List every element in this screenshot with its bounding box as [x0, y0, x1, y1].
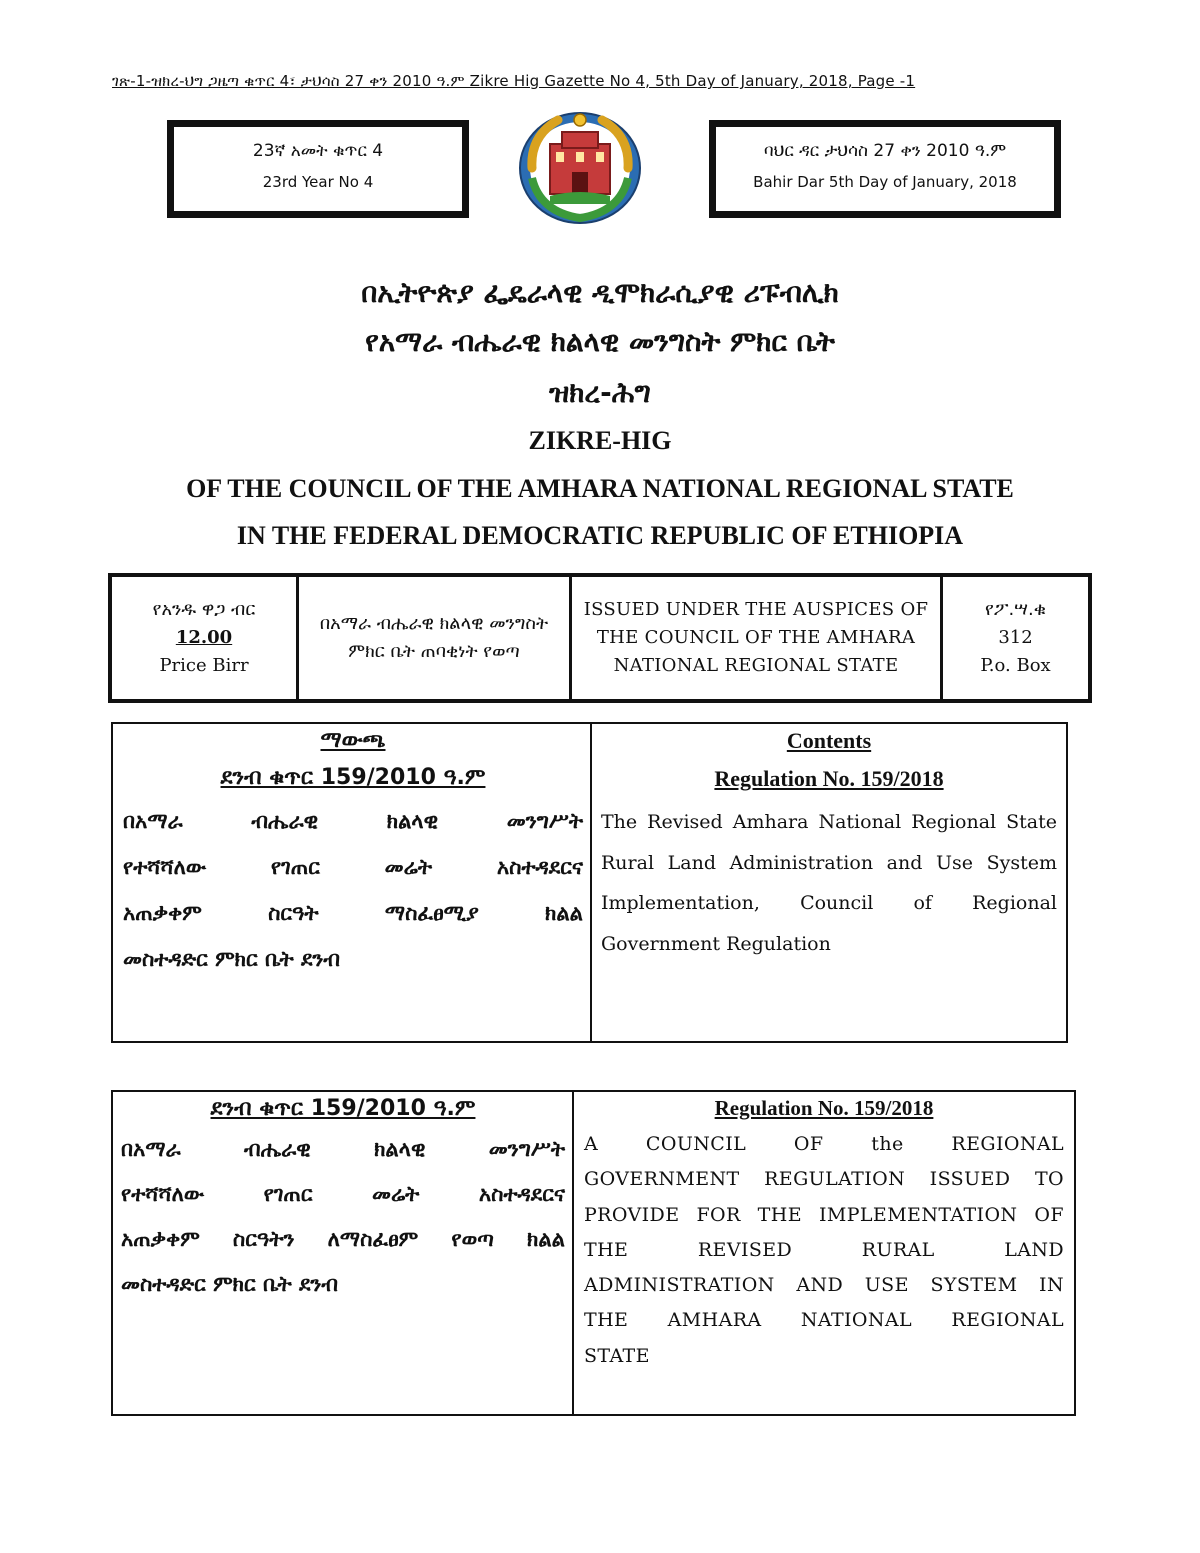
regulation-english-line: PROVIDE FOR THE IMPLEMENTATION OF: [584, 1203, 1064, 1226]
date-amharic: ባህር ዳር ታህሳስ 27 ቀን 2010 ዓ.ም: [763, 141, 1007, 161]
issue-number-amharic: 23ኛ አመት ቁጥር 4: [252, 141, 384, 161]
masthead-line3-amharic: ዝክረ-ሕግ: [549, 376, 651, 409]
contents-amharic-line: አጠቃቀም ስርዓት ማስፈፀሚያ ክልል: [123, 901, 583, 925]
contents-english-line: The Revised Amhara National Regional State: [601, 811, 1057, 833]
auspices-english-cell: [571, 575, 942, 701]
price-value: 12.00: [175, 627, 233, 648]
contents-amharic-line: የተሻሻለው የገጠር መሬት አስተዳደርና: [123, 855, 583, 879]
issue-number-english: 23rd Year No 4: [262, 173, 374, 191]
masthead-republic-english: IN THE FEDERAL DEMOCRATIC REPUBLIC OF ETHIOPIA: [236, 521, 964, 550]
regulation-panel: [111, 1090, 1076, 1416]
contents-amharic-line: በአማራ ብሔራዊ ክልላዊ መንግሥት: [123, 809, 583, 833]
regulation-amharic-line: የተሻሻለው የገጠር መሬት አስተዳደርና: [121, 1182, 565, 1206]
contents-regulation-english: Regulation No. 159/2018: [714, 766, 944, 791]
contents-english-column: [601, 728, 1057, 964]
contents-amharic-line: መስተዳድር ምክር ቤት ደንብ: [123, 947, 341, 971]
masthead-line2-amharic: የአማራ ብሔራዊ ክልላዊ መንግስት ምክር ቤት: [365, 325, 835, 358]
regulation-heading-amharic: ደንብ ቁጥር 159/2010 ዓ.ም: [210, 1096, 476, 1121]
pobox-label-amharic: የፖ.ሣ.ቁ: [985, 599, 1046, 620]
auspices-amharic-cell: [298, 575, 571, 701]
contents-heading-english: Contents: [786, 728, 872, 753]
pobox-label-english: P.o. Box: [980, 655, 1051, 676]
regulation-english-line: ADMINISTRATION AND USE SYSTEM IN: [584, 1274, 1064, 1297]
gazette-info-table: [108, 573, 1092, 703]
regulation-amharic-line: መስተዳድር ምክር ቤት ደንብ: [121, 1272, 339, 1296]
auspices-english: ISSUED UNDER THE AUSPICES OF THE COUNCIL OF THE AMHARA NATIONAL REGIONAL STATE: [583, 599, 929, 676]
contents-divider: [590, 724, 592, 1041]
contents-english-line: Rural Land Administration and Use System: [601, 851, 1057, 874]
regulation-divider: [572, 1092, 574, 1414]
regulation-amharic-line: በአማራ ብሔራዊ ክልላዊ መንግሥት: [121, 1137, 565, 1161]
regulation-amharic-line: አጠቃቀም ስርዓትን ለማስፈፀም የወጣ ክልል: [121, 1227, 565, 1251]
regulation-english-line: A COUNCIL OF the REGIONAL: [584, 1133, 1064, 1155]
issue-number-box: [167, 120, 469, 218]
date-english: Bahir Dar 5th Day of January, 2018: [753, 173, 1017, 191]
contents-panel: [111, 722, 1068, 1043]
regulation-title-english: [584, 1127, 1064, 1374]
regulation-heading-english: Regulation No. 159/2018: [714, 1096, 934, 1120]
price-label-english: Price Birr: [159, 655, 249, 676]
regulation-english-line: THE REVISED RURAL LAND: [584, 1238, 1064, 1261]
regulation-english-line: THE AMHARA NATIONAL REGIONAL: [584, 1309, 1064, 1332]
price-cell: [110, 575, 298, 701]
pobox-cell: [942, 575, 1091, 701]
contents-english-line: Government Regulation: [601, 932, 831, 955]
price-label-amharic: የአንዱ ዋጋ ብር: [152, 599, 256, 620]
regulation-english-column: [584, 1096, 1064, 1374]
regulation-title-amharic: [121, 1127, 565, 1307]
masthead-line1-amharic: በኢትዮጵያ ፌዴራላዊ ዲሞክራሲያዊ ሪፑብሊክ: [361, 276, 839, 309]
regulation-english-line: STATE: [584, 1344, 650, 1367]
amhara-emblem: [510, 108, 650, 226]
masthead-council-english: OF THE COUNCIL OF THE AMHARA NATIONAL REGIONAL STATE: [186, 474, 1014, 503]
contents-title-english: [601, 802, 1057, 964]
pobox-number: 312: [998, 627, 1033, 648]
regulation-english-line: GOVERNMENT REGULATION ISSUED TO: [584, 1168, 1064, 1191]
date-box: [709, 120, 1061, 218]
regulation-amharic-column: [121, 1096, 565, 1307]
contents-heading-amharic: ማውጫ: [320, 728, 386, 753]
contents-english-line: Implementation, Council of Regional: [601, 892, 1057, 914]
auspices-amharic: በአማራ ብሔራዊ ክልላዊ መንግስት ምክር ቤት ጠባቂነት የወጣ: [319, 613, 549, 662]
running-header: ገጽ-1-ዝክረ-ህግ ጋዜጣ ቁጥር 4፣ ታህሳስ 27 ቀን 2010 ዓ.ም Zikre Hig Gazette No 4, 5th Day of January, 2018, Page -1: [112, 72, 916, 90]
contents-title-amharic: [123, 798, 583, 982]
masthead-title-english: ZIKRE-HIG: [528, 426, 672, 455]
contents-amharic-column: [123, 728, 583, 982]
contents-regulation-amharic: ደንብ ቁጥር 159/2010 ዓ.ም: [220, 765, 486, 790]
